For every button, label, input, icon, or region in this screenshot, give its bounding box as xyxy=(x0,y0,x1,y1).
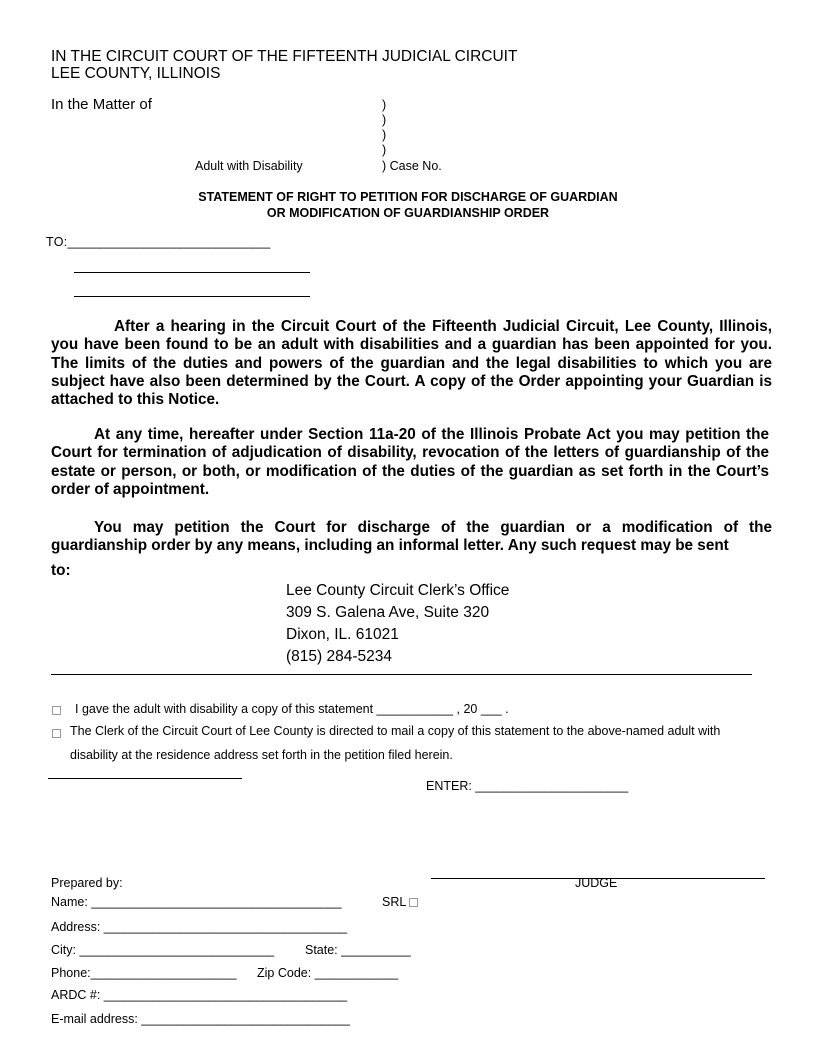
document-title-line2: OR MODIFICATION OF GUARDIANSHIP ORDER xyxy=(266,206,550,220)
document-title-line1: STATEMENT OF RIGHT TO PETITION FOR DISCHARGE OF GUARDIAN xyxy=(198,190,618,204)
judge-label: JUDGE xyxy=(575,876,618,890)
srl-option[interactable] xyxy=(382,895,418,909)
srl-label: SRL xyxy=(382,895,406,909)
clerk-mail-label-line1: The Clerk of the Circuit Court of Lee County is directed to mail a copy of this statement to the above-named adult with xyxy=(70,724,721,738)
served-copy-label: I gave the adult with disability a copy of this statement ___________ , 20 ___ . xyxy=(75,702,509,716)
served-copy-checkbox[interactable] xyxy=(52,702,61,720)
adult-with-disability-label: Adult with Disability xyxy=(195,159,303,173)
signature-line-left[interactable] xyxy=(48,778,242,779)
to-address-line-2[interactable] xyxy=(74,272,310,273)
section-divider xyxy=(51,674,752,675)
preparer-city-field[interactable]: City: ____________________________ xyxy=(51,943,275,957)
preparer-ardc-field[interactable]: ARDC #: ___________________________________ xyxy=(51,988,348,1002)
case-number-label: ) Case No. xyxy=(382,159,442,173)
preparer-address-field[interactable]: Address: ___________________________________ xyxy=(51,920,348,934)
srl-checkbox[interactable] xyxy=(409,898,418,907)
paragraph-discharge-end: to: xyxy=(51,562,71,579)
clerk-office-phone: (815) 284-5234 xyxy=(286,648,392,665)
paragraph-section-11a-20: At any time, hereafter under Section 11a-20 of the Illinois Probate Act you may petition the Court for termination of adjudication of disability, revocation of the letters of guardianship of the estate or person, or both, or modification of the duties of the guardian as set forth in the Court’s order of appointment. xyxy=(51,426,769,498)
clerk-office-name: Lee County Circuit Clerk’s Office xyxy=(286,582,510,599)
paragraph-discharge: You may petition the Court for discharge of the guardian or a modification of the guardianship order by any means, including an informal letter. Any such request may be sent xyxy=(51,519,772,555)
preparer-zip-field[interactable]: Zip Code: ____________ xyxy=(257,966,399,980)
caption-paren: ) xyxy=(382,113,387,127)
court-name-line2: LEE COUNTY, ILLINOIS xyxy=(51,65,221,82)
to-blank: ____________________________ xyxy=(67,235,271,249)
clerk-office-street: 309 S. Galena Ave, Suite 320 xyxy=(286,604,490,621)
in-matter-of-label: In the Matter of xyxy=(51,96,152,113)
preparer-phone-field[interactable]: Phone:_____________________ xyxy=(51,966,237,980)
court-name-line1: IN THE CIRCUIT COURT OF THE FIFTEENTH JUDICIAL CIRCUIT xyxy=(51,48,518,65)
clerk-office-city: Dixon, IL. 61021 xyxy=(286,626,399,643)
clerk-mail-label-line2: disability at the residence address set forth in the petition filed herein. xyxy=(70,748,453,762)
preparer-state-field[interactable]: State: __________ xyxy=(305,943,411,957)
prepared-by-heading: Prepared by: xyxy=(51,876,123,890)
to-address-line-3[interactable] xyxy=(74,296,310,297)
preparer-name-field[interactable]: Name: ____________________________________ xyxy=(51,895,342,909)
enter-field[interactable]: ENTER: ______________________ xyxy=(426,779,629,793)
preparer-email-field[interactable]: E-mail address: ______________________________ xyxy=(51,1012,350,1026)
caption-paren: ) xyxy=(382,143,387,157)
to-label: TO: xyxy=(46,235,68,249)
caption-paren: ) xyxy=(382,98,387,112)
caption-paren: ) xyxy=(382,128,387,142)
to-field[interactable] xyxy=(46,235,271,249)
clerk-mail-checkbox[interactable] xyxy=(52,725,61,743)
paragraph-hearing: After a hearing in the Circuit Court of the Fifteenth Judicial Circuit, Lee County, Illinois, you have been found to be an adult with disabilities and a guardian has been appointed for you. The limits of the duties and powers of the guardian and the legal disabilities to which you are subject have also been determined by the Court. A copy of the Order appointing your Guardian is attached to this Notice. xyxy=(51,318,772,409)
